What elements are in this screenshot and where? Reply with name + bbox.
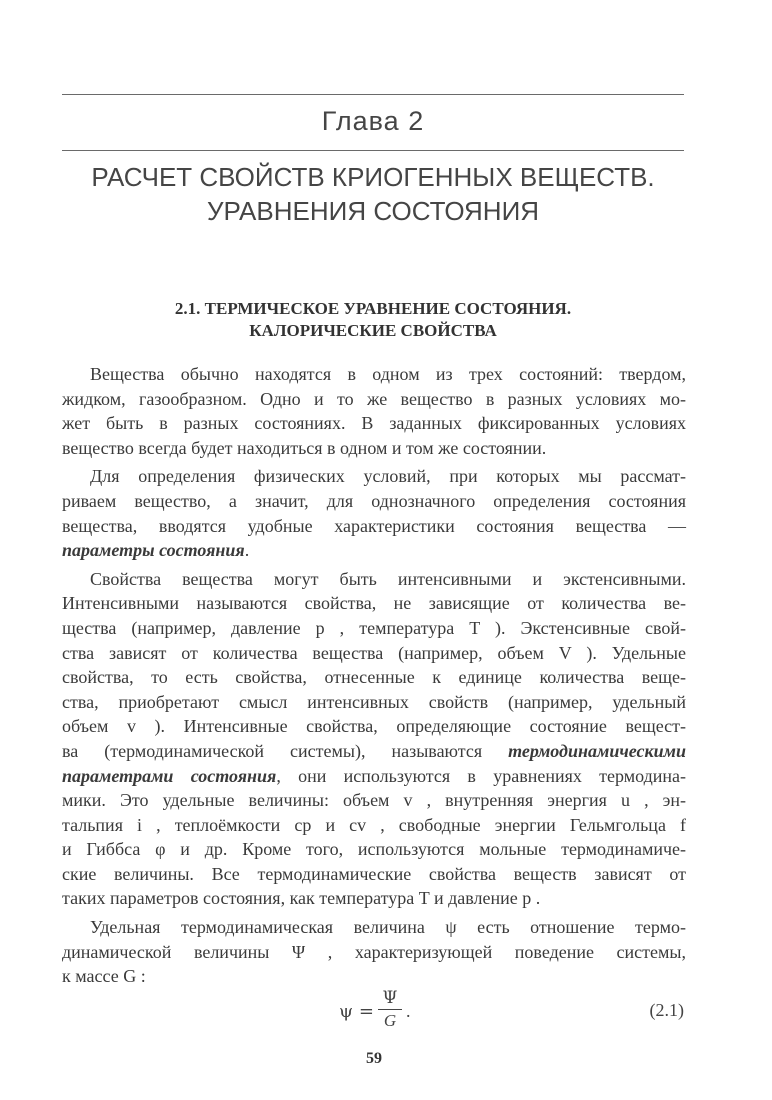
chapter-label: Глава 2 [321, 106, 425, 136]
formula-numerator: Ψ [382, 988, 398, 1008]
text-line: параметры состояния. [62, 540, 250, 561]
text-line: таких параметров состояния, как температура T и давление p . [62, 888, 541, 909]
text-line: Интенсивными называются свойства, не зависящие от количества ве- [62, 593, 686, 614]
text-line: жет быть в разных состояниях. В заданных фиксированных условиях [62, 413, 686, 434]
formula-lhs: ψ = [339, 1001, 374, 1022]
top-rule [62, 94, 684, 95]
text-line: свойства, то есть свойства, отнесенные к единице количества веще- [62, 667, 686, 688]
text-line: Свойства вещества могут быть интенсивными и экстенсивными. [90, 568, 686, 589]
text-line: мики. Это удельные величины: объем v , внутренняя энергия u , эн- [62, 790, 686, 811]
page-number: 59 [366, 1050, 382, 1067]
text-line: тальпия i , теплоёмкости cp и cv , свободные энергии Гельмгольца f [62, 814, 686, 835]
section-title-line-2: КАЛОРИЧЕСКИЕ СВОЙСТВА [249, 321, 497, 340]
fraction-bar [378, 1009, 402, 1010]
text-line: параметрами состояния, они используются в уравнениях термодина- [62, 765, 686, 786]
text-line: Вещества обычно находятся в одном из трех состояний: твердом, [90, 364, 686, 384]
text-line: Для определения физических условий, при которых мы рассмат- [90, 466, 686, 487]
text-line: вещество всегда будет находиться в одном и том же состоянии. [62, 437, 547, 458]
chapter-title-line-1: РАСЧЕТ СВОЙСТВ КРИОГЕННЫХ ВЕЩЕСТВ. [91, 162, 655, 192]
text-line: вещества, вводятся удобные характеристики состояния вещества — [62, 515, 686, 536]
text-line: риваем вещество, а значит, для однозначного определения состояния [62, 490, 686, 511]
chapter-title [62, 160, 684, 228]
equation-number: (2.1) [649, 1000, 684, 1020]
text-line: к массе G : [62, 966, 146, 987]
text-line: ства, приобретают смысл интенсивных свойств (например, удельный [62, 691, 686, 712]
text-line: ские величины. Все термодинамические свойства веществ зависят от [62, 863, 686, 884]
formula-fraction [376, 988, 404, 1031]
text-line: Удельная термодинамическая величина ψ есть отношение термо- [90, 917, 686, 938]
body-text [62, 362, 686, 989]
formula-end: . [406, 1001, 411, 1021]
text-line: ства зависят от количества вещества (например, объем V ). Удельные [62, 642, 686, 663]
text-line: объем v ). Интенсивные свойства, определяющие состояние вещест- [62, 716, 686, 737]
section-title [62, 298, 684, 342]
chapter-rule [62, 150, 684, 151]
text-line: щества (например, давление p , температура T ). Экстенсивные свой- [62, 617, 686, 638]
term-state-parameters: параметры состояния [62, 540, 245, 561]
equation-2-1 [62, 988, 686, 1034]
section-title-line-1: 2.1. ТЕРМИЧЕСКОЕ УРАВНЕНИЕ СОСТОЯНИЯ. [174, 299, 572, 318]
term-thermo-a: термодинамическими [508, 740, 686, 761]
text-line: жидком, газообразном. Одно и то же вещество в разных условиях мо- [62, 388, 686, 409]
text-line: динамической величины Ψ , характеризующей поведение системы, [62, 941, 686, 962]
text-line: и Гиббса φ и др. Кроме того, используются мольные термодинамиче- [62, 839, 686, 860]
formula-denominator: G [383, 1011, 397, 1030]
text-line: ва (термодинамической системы), называются термодинамическими [62, 740, 686, 761]
term-thermo-b: параметрами состояния [62, 765, 277, 786]
chapter-title-line-2: УРАВНЕНИЯ СОСТОЯНИЯ [206, 196, 540, 226]
